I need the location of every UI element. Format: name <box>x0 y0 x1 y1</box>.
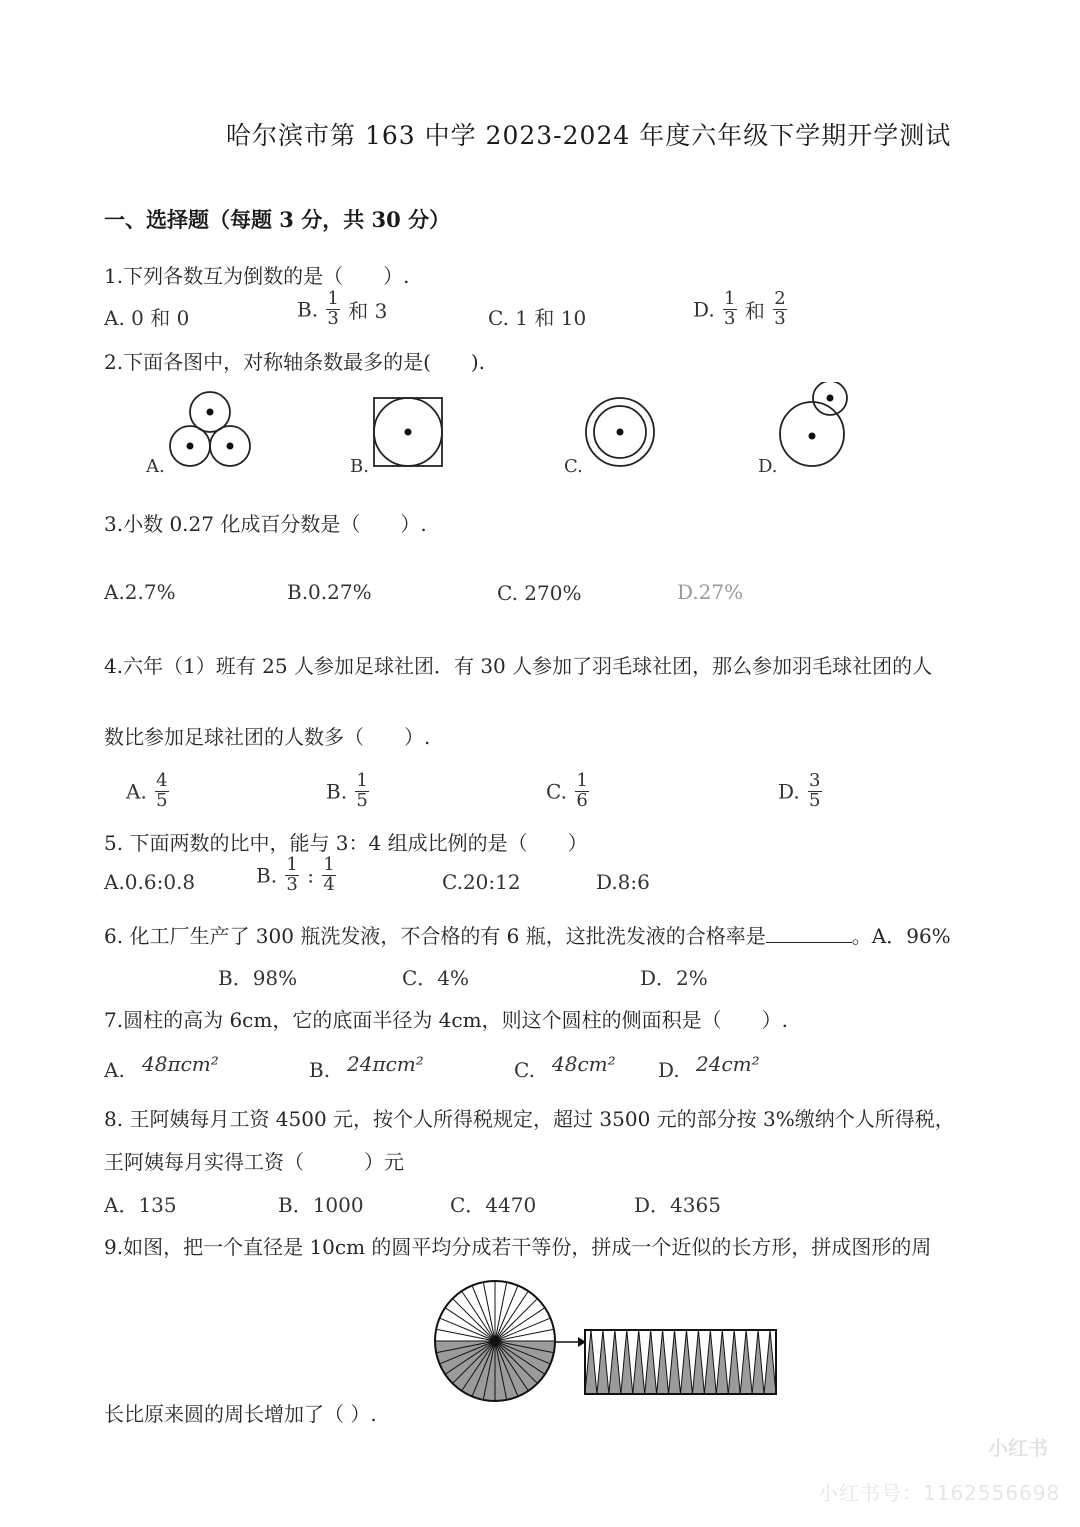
question-7-option-a-value: 48πcm² <box>142 1052 219 1076</box>
arrow-icon <box>556 1337 586 1347</box>
question-1-stem: 1.下列各数互为倒数的是（ ）. <box>104 264 410 288</box>
question-6-option-c: C．4% <box>402 966 470 990</box>
figure-d-two-circles <box>780 382 847 466</box>
question-2-figures <box>140 382 1040 482</box>
section-heading: 一、选择题（每题 3 分，共 30 分） <box>104 207 451 232</box>
question-8-stem-line1: 8. 王阿姨每月工资 4500 元，按个人所得税规定，超过 3500 元的部分按 3%缴纳个人所得税， <box>104 1107 955 1131</box>
question-2-label-d: D. <box>758 456 778 477</box>
question-3-option-d: D.27% <box>677 580 744 604</box>
question-8-option-b: B．1000 <box>278 1193 364 1217</box>
question-2-label-b: B. <box>350 456 369 477</box>
answer-blank[interactable] <box>766 924 852 943</box>
question-5-option-d: D.8:6 <box>596 870 650 894</box>
question-7-stem: 7.圆柱的高为 6cm，它的底面半径为 4cm，则这个圆柱的侧面积是（ ）. <box>104 1008 788 1032</box>
question-2-stem: 2.下面各图中，对称轴条数最多的是( ). <box>104 350 486 374</box>
question-7-option-c-value: 48cm² <box>552 1052 616 1076</box>
question-7-option-b-value: 24πcm² <box>347 1052 424 1076</box>
watermark-text: 小红书号：1162556698 <box>818 1481 1061 1505</box>
page-title: 哈尔滨市第 163 中学 2023-2024 年度六年级下学期开学测试 <box>226 121 952 150</box>
question-6-option-d: D．2% <box>640 966 708 990</box>
question-4-stem-line1: 4.六年（1）班有 25 人参加足球社团．有 30 人参加了羽毛球社团，那么参加羽毛球社团的人 <box>104 654 933 678</box>
question-3-option-b: B.0.27% <box>287 580 372 604</box>
question-3-option-c: C. 270% <box>497 581 582 605</box>
question-9-figure <box>432 1278 792 1408</box>
question-5-option-a: A.0.6:0.8 <box>104 870 196 894</box>
question-4-stem-line2: 数比参加足球社团的人数多（ ）. <box>104 725 431 749</box>
question-2-label-a: A. <box>146 456 165 477</box>
question-5-option-c: C.20:12 <box>442 870 521 894</box>
question-6-stem: 6. 化工厂生产了 300 瓶洗发液，不合格的有 6 瓶，这批洗发液的合格率是 。A．96% <box>104 924 951 948</box>
rearranged-rectangle <box>585 1330 776 1394</box>
question-5-stem: 5. 下面两数的比中，能与 3：4 组成比例的是（ ） <box>104 831 588 855</box>
question-8-stem-line2: 王阿姨每月实得工资（ ）元 <box>104 1150 404 1174</box>
question-6-option-b: B．98% <box>218 966 298 990</box>
question-2-label-c: C. <box>564 456 583 477</box>
divided-circle <box>435 1281 555 1401</box>
question-1-option-d: D. $\frac{1}{3}$ 和 $\frac{2}{3}$ <box>693 288 786 329</box>
watermark-logo: 小红书 <box>988 1436 1048 1460</box>
question-5-option-b: B. $\frac{1}{3}$ : $\frac{1}{4}$ <box>256 854 335 895</box>
question-3-stem: 3.小数 0.27 化成百分数是（ ）. <box>104 512 427 536</box>
question-3-option-a: A.2.7% <box>104 580 176 604</box>
question-4-option-d: D. $\frac{3}{5}$ <box>778 770 821 811</box>
question-8-option-c: C．4470 <box>450 1193 537 1217</box>
question-1-option-a: A. 0 和 0 <box>104 306 190 330</box>
question-1-option-b: B. $\frac{1}{3}$ 和 3 <box>297 288 388 329</box>
question-9-stem-line2: 长比原来圆的周长增加了（ ）. <box>104 1402 377 1426</box>
question-1-option-c: C. 1 和 10 <box>488 306 587 330</box>
question-7-option-d-value: 24cm² <box>696 1052 760 1076</box>
question-7-option-c-label: C. <box>514 1058 535 1082</box>
question-9-stem-line1: 9.如图，把一个直径是 10cm 的圆平均分成若干等份，拼成一个近似的长方形，拼成图形的周 <box>104 1235 932 1259</box>
question-4-option-c: C. $\frac{1}{6}$ <box>546 770 588 811</box>
question-8-option-d: D．4365 <box>634 1193 721 1217</box>
question-4-option-b: B. $\frac{1}{5}$ <box>326 770 368 811</box>
question-4-option-a: A. $\frac{4}{5}$ <box>126 770 168 811</box>
figure-a-three-circles <box>170 392 250 466</box>
question-8-option-a: A．135 <box>104 1193 177 1217</box>
question-7-option-b-label: B. <box>309 1058 331 1082</box>
question-7-option-d-label: D. <box>658 1058 680 1082</box>
question-7-option-a-label: A. <box>104 1058 125 1082</box>
